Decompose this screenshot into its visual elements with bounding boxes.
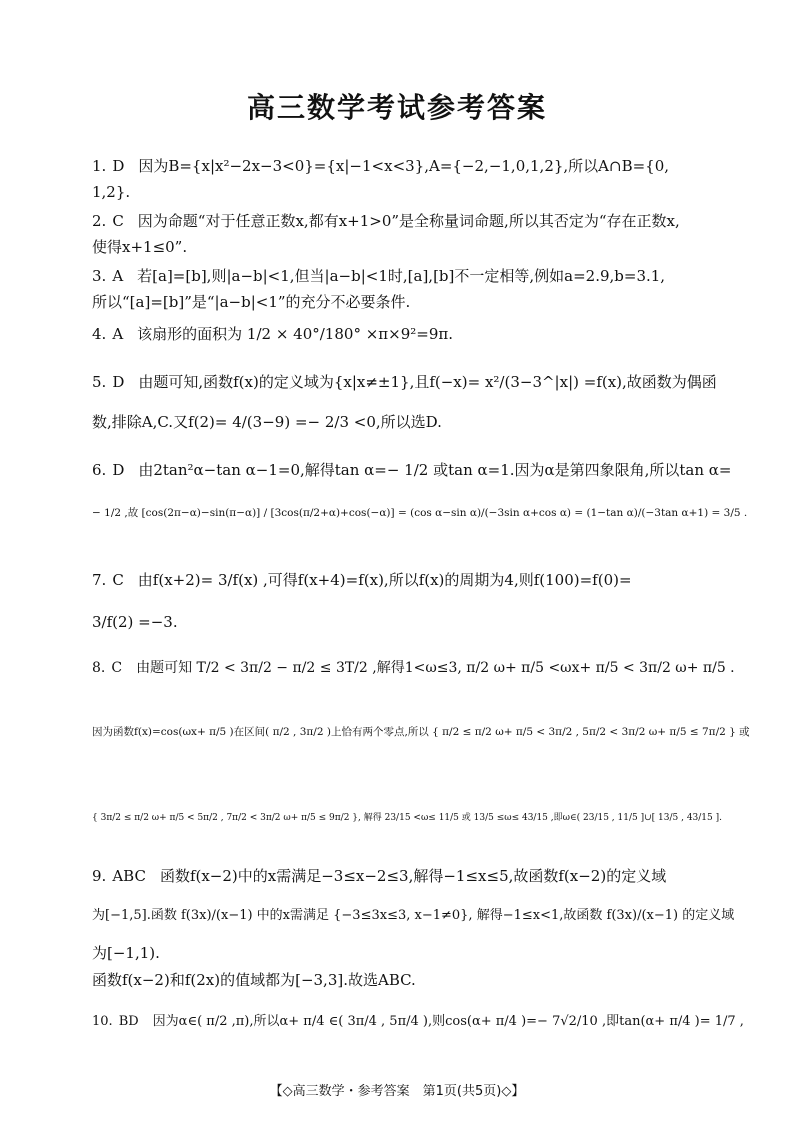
answer-text: 因为α∈( π/2 ,π),所以α+ π/4 ∈( 3π/4 , 5π/4 ),则cos(α+ π/4 )=− 7√2/10 ,即tan(α+ π/4 )= 1/7 , <box>152 1014 744 1029</box>
answer-text: 3/f(2) =−3. <box>92 613 178 631</box>
answer-choice: D <box>112 373 125 391</box>
question-number: 3. <box>92 267 107 285</box>
answer-line <box>92 412 442 432</box>
answer-line <box>92 943 160 963</box>
answer-line <box>92 156 669 176</box>
question-number: 10. <box>92 1014 113 1029</box>
answer-choice: D <box>112 157 125 175</box>
answer-line <box>92 612 178 632</box>
answer-line <box>92 292 410 312</box>
answer-line <box>92 460 732 480</box>
question-number: 5. <box>92 373 107 391</box>
answer-text: 所以“[a]=[b]”是“|a−b|<1”的充分不必要条件. <box>92 293 411 311</box>
answer-text: 1,2}. <box>92 183 131 201</box>
answer-line <box>92 503 747 523</box>
question-number: 7. <box>92 571 107 589</box>
answer-text: 由题可知 T/2 < 3π/2 − π/2 ≤ 3T/2 ,解得1<ω≤3, π/2 ω+ π/5 <ωx+ π/5 < 3π/2 ω+ π/5 . <box>136 660 735 676</box>
answer-choice: C <box>112 571 124 589</box>
page-footer: 【◇高三数学・参考答案 第1页(共5页)◇】 <box>269 1084 525 1099</box>
answer-line <box>92 570 632 590</box>
answer-choice: D <box>112 461 125 479</box>
answer-text: 使得x+1≤0”. <box>92 238 188 256</box>
answer-line <box>92 970 416 990</box>
answer-line <box>92 324 453 344</box>
answer-text: 为[−1,5].函数 f(3x)/(x−1) 中的x需满足 {−3≤3x≤3, x−1≠0}, 解得−1≤x<1,故函数 f(3x)/(x−1) 的定义域 <box>92 908 735 923</box>
answer-line <box>92 211 680 231</box>
answer-line <box>92 808 722 828</box>
answer-line <box>92 266 665 286</box>
question-number: 1. <box>92 157 107 175</box>
answer-text: 若[a]=[b],则|a−b|<1,但当|a−b|<1时,[a],[b]不一定相等,例如a=2.9,b=3.1, <box>137 267 666 285</box>
question-number: 2. <box>92 212 107 230</box>
answer-text: 为[−1,1). <box>92 944 160 962</box>
answer-line <box>92 658 735 678</box>
answer-line <box>92 1012 744 1032</box>
answer-text: 该扇形的面积为 1/2 × 40°/180° ×π×9²=9π. <box>137 325 453 343</box>
answer-text: 函数f(x−2)中的x需满足−3≤x−2≤3,解得−1≤x≤5,故函数f(x−2)的定义域 <box>159 867 667 885</box>
answer-line <box>92 182 130 202</box>
answer-choice: A <box>112 267 124 285</box>
answer-line <box>92 906 734 926</box>
answer-text: 因为B={x|x²−2x−3<0}={x|−1<x<3},A={−2,−1,0,1,2},所以A∩B={0, <box>138 157 670 175</box>
question-number: 4. <box>92 325 107 343</box>
answer-text: 由2tan²α−tan α−1=0,解得tan α=− 1/2 或tan α=1.因为α是第四象限角,所以tan α= <box>138 461 732 479</box>
answer-text: 由f(x+2)= 3/f(x) ,可得f(x+4)=f(x),所以f(x)的周期为4,则f(100)=f(0)= <box>137 571 632 589</box>
answer-text: { 3π/2 ≤ π/2 ω+ π/5 < 5π/2 , 7π/2 < 3π/2 ω+ π/5 ≤ 9π/2 }, 解得 23/15 <ω≤ 11/5 或 13/5 ≤ω≤ 43/15 ,即ω∈( 23/15 , 11/5 ]∪[ 13/5 , 43/15 ]. <box>92 813 722 823</box>
answer-line <box>92 237 187 257</box>
answer-text: 由题可知,函数f(x)的定义域为{x|x≠±1},且f(−x)= x²/(3−3^|x|) =f(x),故函数为偶函 <box>138 373 717 391</box>
question-number: 9. <box>92 867 107 885</box>
answer-choice: ABC <box>112 867 146 885</box>
question-number: 6. <box>92 461 107 479</box>
answer-choice: A <box>112 325 124 343</box>
answer-choice: BD <box>118 1014 139 1029</box>
answer-text: 函数f(x−2)和f(2x)的值域都为[−3,3].故选ABC. <box>92 971 416 989</box>
answer-text: − 1/2 ,故 [cos(2π−α)−sin(π−α)] / [3cos(π/2+α)+cos(−α)] = (cos α−sin α)/(−3sin α+cos α) = (1−tan α)/(−3tan α+1) = 3/5 . <box>92 507 748 519</box>
answer-line <box>92 866 666 886</box>
answer-text: 数,排除A,C.又f(2)= 4/(3−9) =− 2/3 <0,所以选D. <box>92 413 442 431</box>
answer-text: 因为函数f(x)=cos(ωx+ π/5 )在区间( π/2 , 3π/2 )上恰有两个零点,所以 { π/2 ≤ π/2 ω+ π/5 < 3π/2 , 5π/2 < 3π/2 ω+ π/5 ≤ 7π/2 } 或 <box>92 726 750 738</box>
answer-line <box>92 722 750 742</box>
answer-choice: C <box>112 212 124 230</box>
page-title: 高三数学考试参考答案 <box>246 91 547 124</box>
answer-choice: C <box>111 660 123 676</box>
answer-line <box>92 372 717 392</box>
question-number: 8. <box>92 660 106 676</box>
answer-text: 因为命题“对于任意正数x,都有x+1>0”是全称量词命题,所以其否定为“存在正数x, <box>137 212 680 230</box>
